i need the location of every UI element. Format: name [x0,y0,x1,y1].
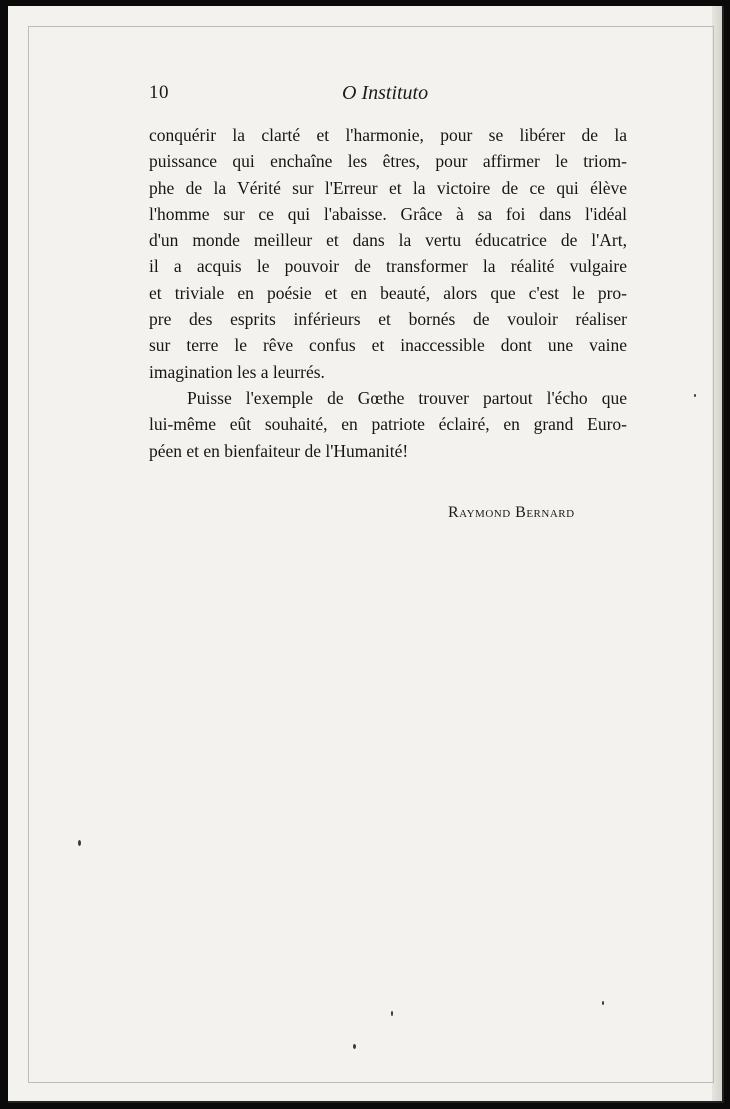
text-line: péen et en bienfaiteur de l'Humanité! [149,440,409,461]
paper-speck [391,1011,393,1016]
text-line: lui-même eût souhaité, en patriote éclairé, en grand Euro- [149,414,627,435]
text-line: puissance qui enchaîne les êtres, pour affirmer le triom- [149,151,627,172]
page-edge-shadow [712,6,722,1101]
running-head: O Instituto [342,82,429,104]
text-line: d'un monde meilleur et dans la vertu éducatrice de l'Art, [149,230,627,251]
text-line: sur terre le rêve confus et inaccessible dont une vaine [149,335,627,356]
text-line: phe de la Vérité sur l'Erreur et la victoire de ce qui élève [149,177,627,198]
page-header [8,82,722,108]
page-number: 10 [149,82,169,103]
paper-speck [78,840,81,846]
paper-speck [602,1001,604,1005]
text-line: et triviale en poésie et en beauté, alors que c'est le pro- [149,282,627,303]
text-line: il a acquis le pouvoir de transformer la réalité vulgaire [149,256,627,277]
text-line: Puisse l'exemple de Gœthe trouver partout l'écho que [187,387,627,408]
text-line: imagination les a leurrés. [149,361,325,382]
body-text [149,122,627,464]
book-page [8,6,724,1103]
text-line: pre des esprits inférieurs et bornés de vouloir réaliser [149,309,627,330]
author-signature: Raymond Bernard [448,504,575,521]
text-line: conquérir la clarté et l'harmonie, pour se libérer de la [149,125,627,145]
text-line: l'homme sur ce qui l'abaisse. Grâce à sa foi dans l'idéal [149,203,627,224]
paper-speck [353,1044,356,1049]
paper-speck [694,394,696,397]
